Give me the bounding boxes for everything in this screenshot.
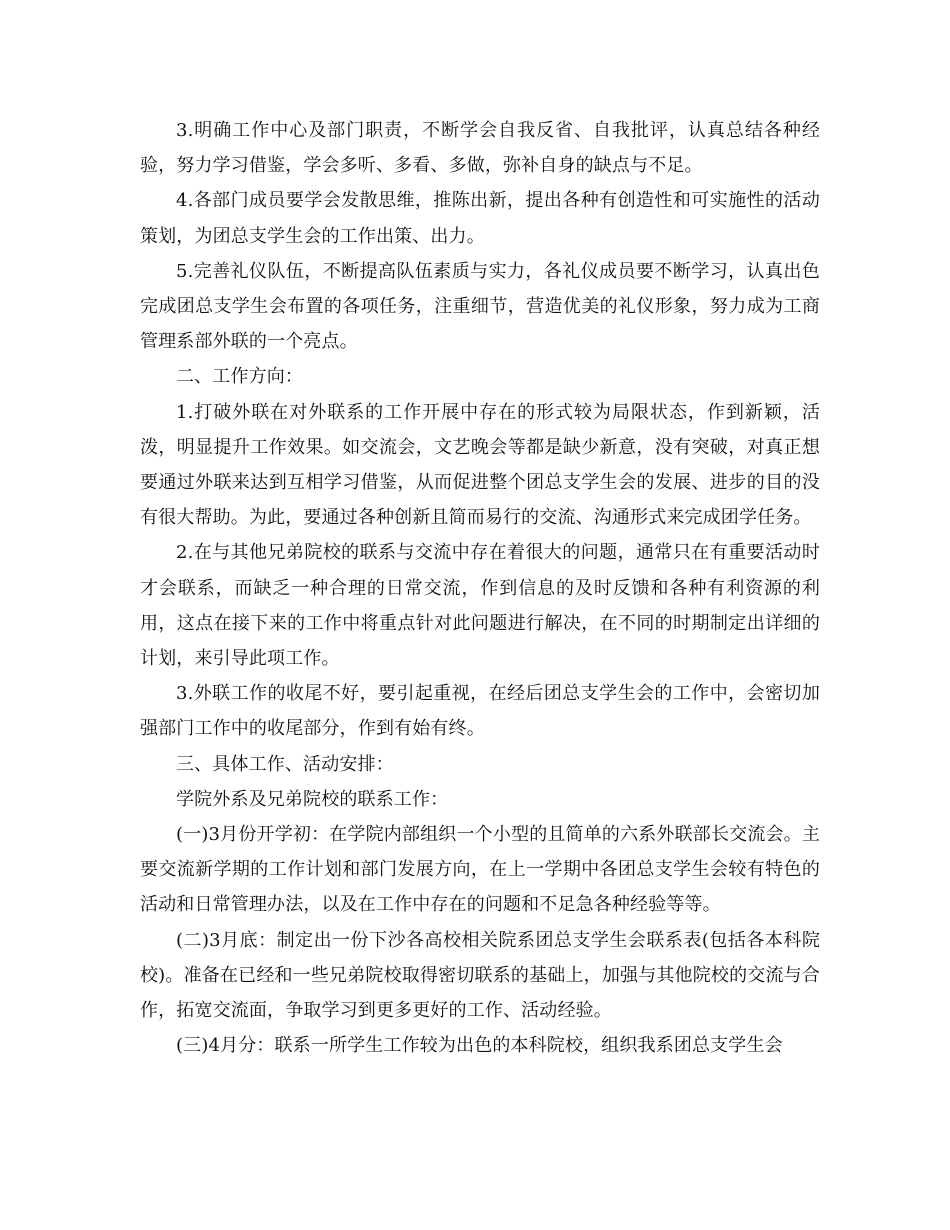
document-page xyxy=(140,113,820,1063)
subheading-liaison-work: 学院外系及兄弟院校的联系工作： xyxy=(176,788,449,810)
paragraph-direction-3: 3.外联工作的收尾不好，要引起重视，在经后团总支学生会的工作中，会密切加强部门工作中的收尾部分，作到有始有终。 xyxy=(140,683,820,740)
paragraph-direction-1: 1.打破外联在对外联系的工作开展中存在的形式较为局限状态，作到新颖，活泼，明显提升工作效果。如交流会，文艺晚会等都是缺少新意，没有突破，对真正想要通过外联来达到互相学习借鉴，从而促进整个团总支学生会的发展、进步的目的没有很大帮助。为此，要通过各种创新且简而易行的交流、沟通形式来完成团学任务。 xyxy=(140,401,820,529)
paragraph-plan-3: (三)4月分：联系一所学生工作较为出色的本科院校，组织我系团总支学生会 xyxy=(176,1035,783,1057)
paragraph-goal-4: 4.各部门成员要学会发散思维，推陈出新，提出各种有创造性和可实施性的活动策划，为团总支学生会的工作出策、出力。 xyxy=(140,190,820,247)
section-heading-work-direction: 二、工作方向： xyxy=(176,366,304,388)
paragraph-goal-5: 5.完善礼仪队伍，不断提高队伍素质与实力，各礼仪成员要不断学习，认真出色完成团总支学生会布置的各项任务，注重细节，营造优美的礼仪形象，努力成为工商管理系部外联的一个亮点。 xyxy=(140,260,820,353)
paragraph-plan-1: (一)3月份开学初：在学院内部组织一个小型的且简单的六系外联部长交流会。主要交流新学期的工作计划和部门发展方向，在上一学期中各团总支学生会较有特色的活动和日常管理办法，以及在工作中存在的问题和不足急各种经验等等。 xyxy=(140,824,820,916)
paragraph-plan-2: (二)3月底：制定出一份下沙各高校相关院系团总支学生会联系表(包括各本科院校)。准备在已经和一些兄弟院校取得密切联系的基础上，加强与其他院校的交流与合作，拓宽交流面，争取学习到更多更好的工作、活动经验。 xyxy=(140,929,820,1022)
section-heading-activity-plan: 三、具体工作、活动安排： xyxy=(176,753,394,775)
paragraph-direction-2: 2.在与其他兄弟院校的联系与交流中存在着很大的问题，通常只在有重要活动时才会联系，而缺乏一种合理的日常交流，作到信息的及时反馈和各种有利资源的利用，这点在接下来的工作中将重点针对此问题进行解决，在不同的时期制定出详细的计划，来引导此项工作。 xyxy=(140,542,820,670)
paragraph-goal-3: 3.明确工作中心及部门职责，不断学会自我反省、自我批评，认真总结各种经验，努力学习借鉴，学会多听、多看、多做，弥补自身的缺点与不足。 xyxy=(140,120,820,177)
